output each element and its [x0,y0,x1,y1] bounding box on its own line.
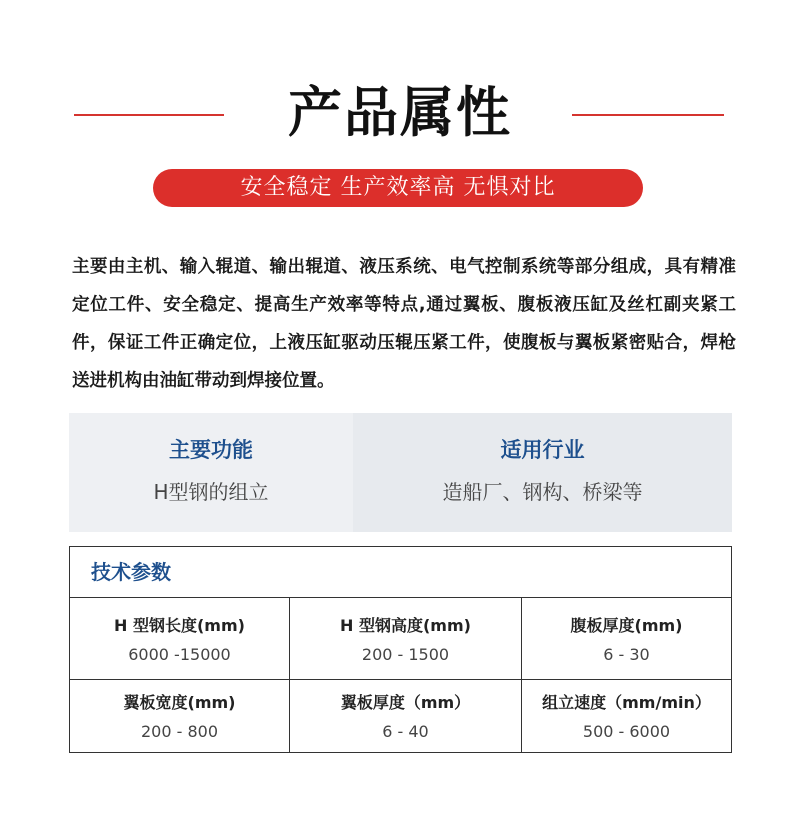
param-cell [70,692,289,743]
param-label: H 型钢高度(mm) [340,616,471,635]
slogan-banner: 安全稳定 生产效率高 无惧对比 [153,169,643,207]
param-value: 6000 -15000 [128,645,231,664]
product-description: 主要由主机、输入辊道、输出辊道、液压系统、电气控制系统等部分组成，具有精准定位工件、安全稳定、提高生产效率等特点,通过翼板、腹板液压缸及丝杠副夹紧工件，保证工件正确定位，上液压缸驱动压辊压紧工件，使腹板与翼板紧密贴合，焊枪送进机构由油缸带动到焊接位置。 [72,257,736,391]
param-cell [290,615,521,666]
page-title: 产品属性 [288,81,512,144]
tech-params-heading: 技术参数 [91,560,171,584]
industry-heading: 适用行业 [500,438,585,462]
param-value: 200 - 1500 [361,645,450,664]
param-label: 腹板厚度(mm) [570,616,683,635]
industry-value: 造船厂、钢构、桥梁等 [442,480,643,504]
param-cell [522,615,731,666]
param-value: 6 - 30 [603,645,650,664]
tech-params-table [69,546,732,753]
param-label: 组立速度（mm/min） [542,693,711,712]
title-section [0,78,800,148]
param-value: 6 - 40 [382,722,429,741]
title-divider-right [572,114,724,116]
main-function-value: H型钢的组立 [153,480,269,504]
param-label: 翼板厚度（mm） [340,693,471,712]
param-cell [522,692,731,743]
param-value: 200 - 800 [140,722,219,741]
param-cell [290,692,521,743]
param-label: H 型钢长度(mm) [114,616,245,635]
tech-params-header [70,547,731,598]
table-divider [70,679,731,680]
param-label: 翼板宽度(mm) [123,693,236,712]
param-cell [70,615,289,666]
main-function-cell [69,413,353,532]
param-value: 500 - 6000 [582,722,671,741]
industry-cell [353,413,732,532]
main-function-heading: 主要功能 [169,438,253,462]
feature-panel [69,413,732,532]
